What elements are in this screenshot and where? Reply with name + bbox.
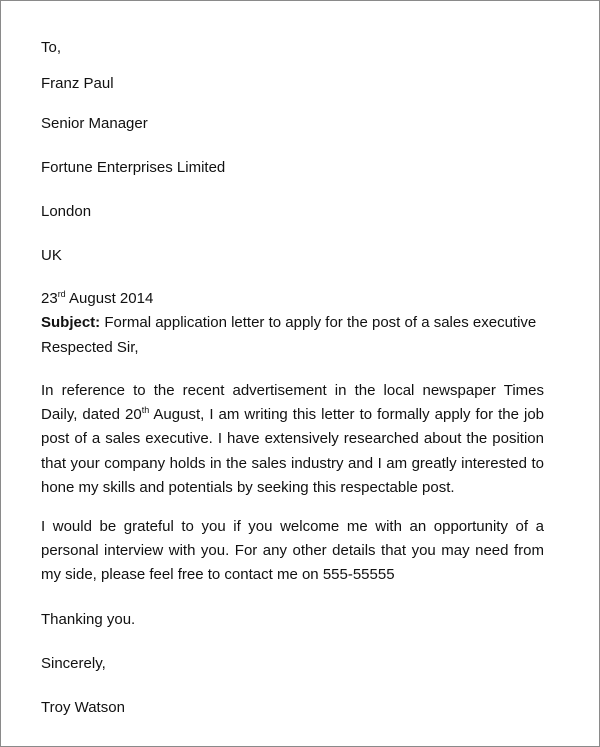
date-month-year: August 2014 [69,290,154,307]
subject-label: Subject: [41,314,101,331]
paragraph-1-date-suffix: th [141,405,150,416]
recipient-country: UK [41,247,62,264]
recipient-company: Fortune Enterprises Limited [41,159,226,176]
body-paragraph-1 [41,379,544,500]
paragraph-1-end: August, I am writing this letter to formally apply for the job post of a sales executive. I have extensively researched about the position that your company holds in the sales industry and I am greatly interested to hone my skills and potentials by seeking this respectable post. [41,406,545,496]
letter-date [41,290,153,308]
recipient-title: Senior Manager [41,115,148,132]
greeting: Respected Sir, [41,339,139,356]
signature-name: Troy Watson [41,699,125,716]
date-day: 23 [41,290,58,307]
recipient-name: Franz Paul [41,75,114,92]
closing-thanks: Thanking you. [41,611,136,628]
date-day-suffix: rd [57,289,66,299]
subject-line [41,314,536,332]
closing-sign-off: Sincerely, [41,655,106,672]
paragraph-1-start: In reference to the recent advertisement in the local newspaper Times Daily, dated 20 [41,382,544,424]
recipient-salutation: To, [41,39,62,56]
body-paragraph-2: I would be grateful to you if you welcome me with an opportunity of a personal interview with you. For any other details that you may need from my side, please feel free to contact me on 555-55555 [41,518,544,584]
recipient-city: London [41,203,92,220]
subject-text: Formal application letter to apply for the post of a sales executive [104,314,537,331]
